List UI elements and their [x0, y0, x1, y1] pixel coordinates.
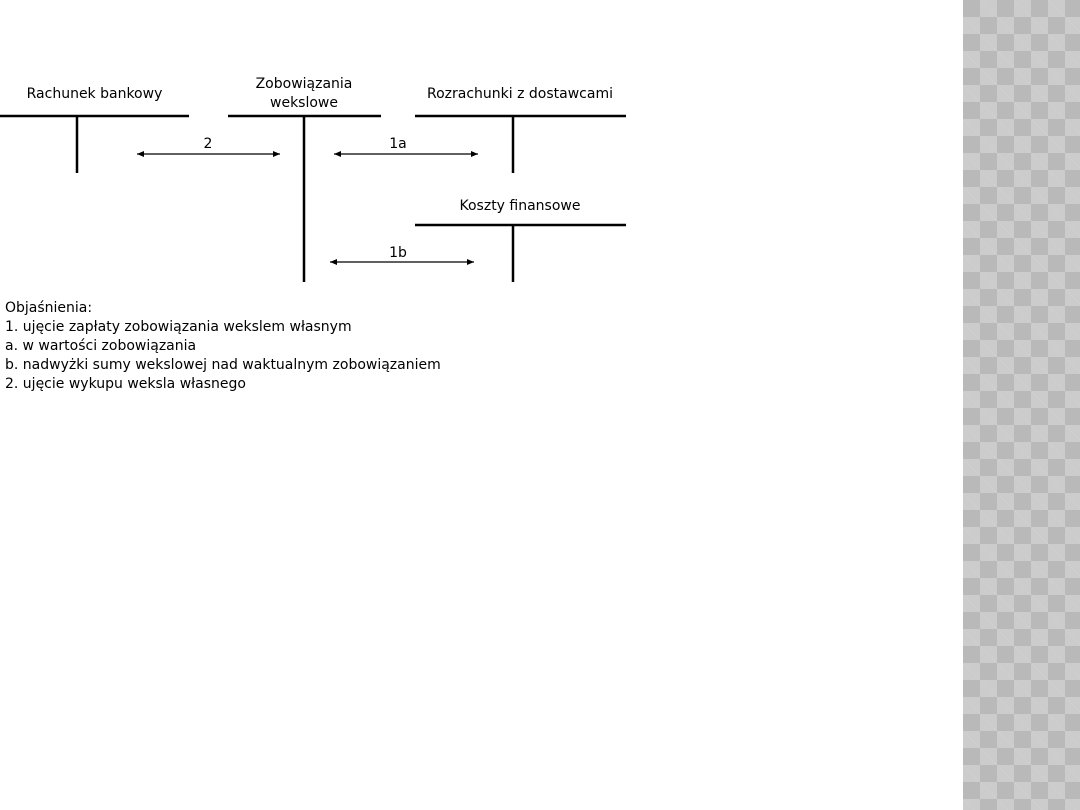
notes-heading: Objaśnienia: [5, 300, 93, 316]
title-financial-costs: Koszty finansowe [459, 198, 581, 214]
t-account-financial-costs [415, 225, 626, 282]
arrow-label-1b: 1b [389, 245, 407, 261]
arrow-label-2: 2 [203, 136, 213, 152]
note-item: b. nadwyżki sumy wekslowej nad waktualnym zobowiązaniem [5, 357, 441, 373]
t-account-bank [0, 116, 189, 173]
t-accounts-diagram [0, 0, 963, 300]
t-account-suppliers [415, 116, 626, 173]
title-bank: Rachunek bankowy [26, 86, 163, 102]
decorative-side-panel [963, 0, 1080, 810]
title-notes-payable [218, 75, 390, 113]
title-suppliers: Rozrachunki z dostawcami [427, 86, 613, 102]
note-item: 2. ujęcie wykupu weksla własnego [5, 376, 246, 392]
note-item: a. w wartości zobowiązania [5, 338, 197, 354]
title-notes-payable-line2: wekslowe [270, 95, 338, 111]
notes [5, 299, 441, 394]
note-item: 1. ujęcie zapłaty zobowiązania wekslem własnym [5, 319, 352, 335]
arrow-label-1a: 1a [389, 136, 407, 152]
title-notes-payable-line1: Zobowiązania [255, 76, 353, 92]
t-account-notes-payable [228, 116, 381, 282]
